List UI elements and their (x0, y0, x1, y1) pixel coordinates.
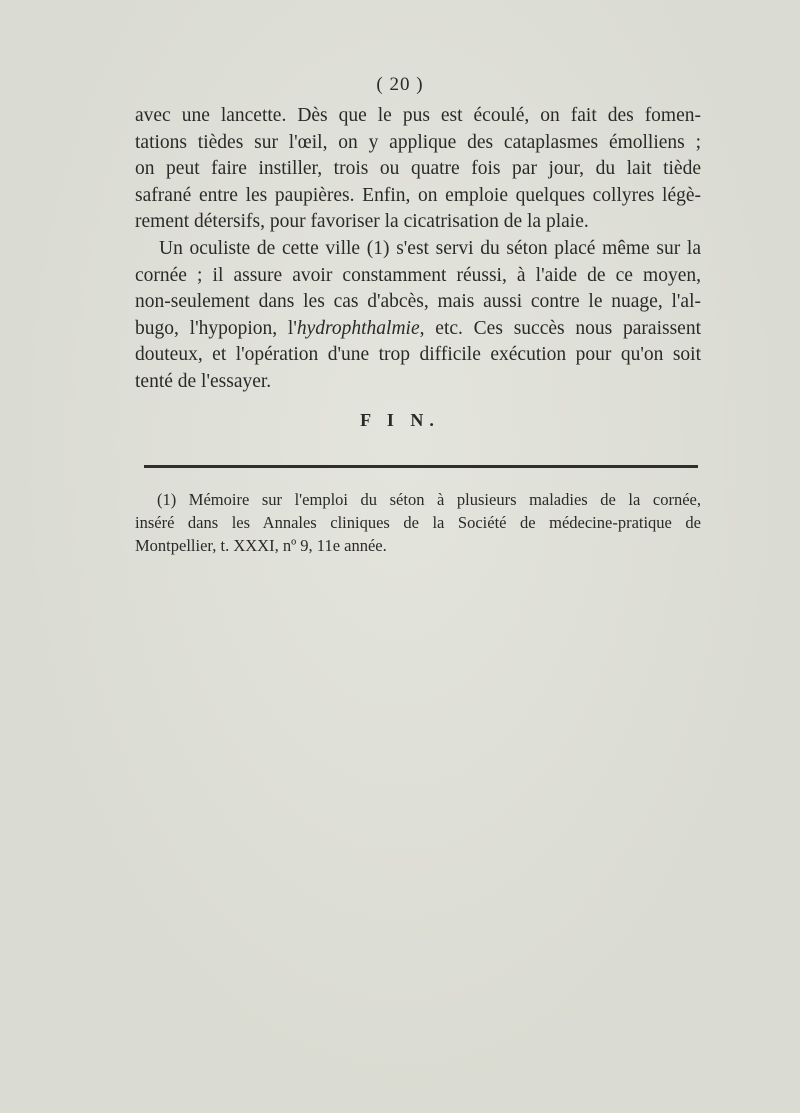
text-line: rement détersifs, pour favoriser la cicatrisation de la plaie. (135, 211, 589, 233)
text-line: douteux, et l'opération d'une trop difficile exécution pour qu'on soit (135, 344, 701, 366)
text-segment: bugo, l'hypopion, l' (135, 317, 297, 339)
paragraph-2 (135, 236, 701, 396)
footnote-line: inséré dans les Annales cliniques de la Société de médecine-pratique de (135, 512, 701, 532)
body-text (135, 103, 701, 396)
text-line: tenté de l'essayer. (135, 370, 272, 392)
fin-heading: F I N. (360, 410, 440, 430)
text-line: non-seulement dans les cas d'abcès, mais aussi contre le nuage, l'al- (135, 291, 701, 313)
paragraph-1 (135, 103, 701, 236)
text-line: avec une lancette. Dès que le pus est écoulé, on fait des fomen- (135, 105, 701, 126)
text-line: tations tièdes sur l'œil, on y applique des cataplasmes émolliens ; (135, 131, 701, 153)
text-line-mixed (135, 316, 701, 343)
text-line: safrané entre les paupières. Enfin, on emploie quelques collyres légè- (135, 184, 701, 206)
text-segment: , etc. Ces succès nous paraissent (419, 317, 701, 339)
footnote (135, 489, 701, 557)
footnote-line: Montpellier, t. XXXI, nº 9, 11e année. (135, 535, 387, 555)
text-line: Un oculiste de cette ville (1) s'est servi du séton placé même sur la (159, 237, 701, 259)
text-line: cornée ; il assure avoir constamment réussi, à l'aide de ce moyen, (135, 264, 701, 286)
footnote-divider (144, 465, 698, 468)
page-number: ( 20 ) (376, 74, 424, 95)
footnote-line: (1) Mémoire sur l'emploi du séton à plusieurs maladies de la cornée, (157, 490, 701, 509)
italic-term: hydrophthalmie (296, 317, 420, 339)
text-line: on peut faire instiller, trois ou quatre fois par jour, du lait tiède (135, 158, 701, 180)
